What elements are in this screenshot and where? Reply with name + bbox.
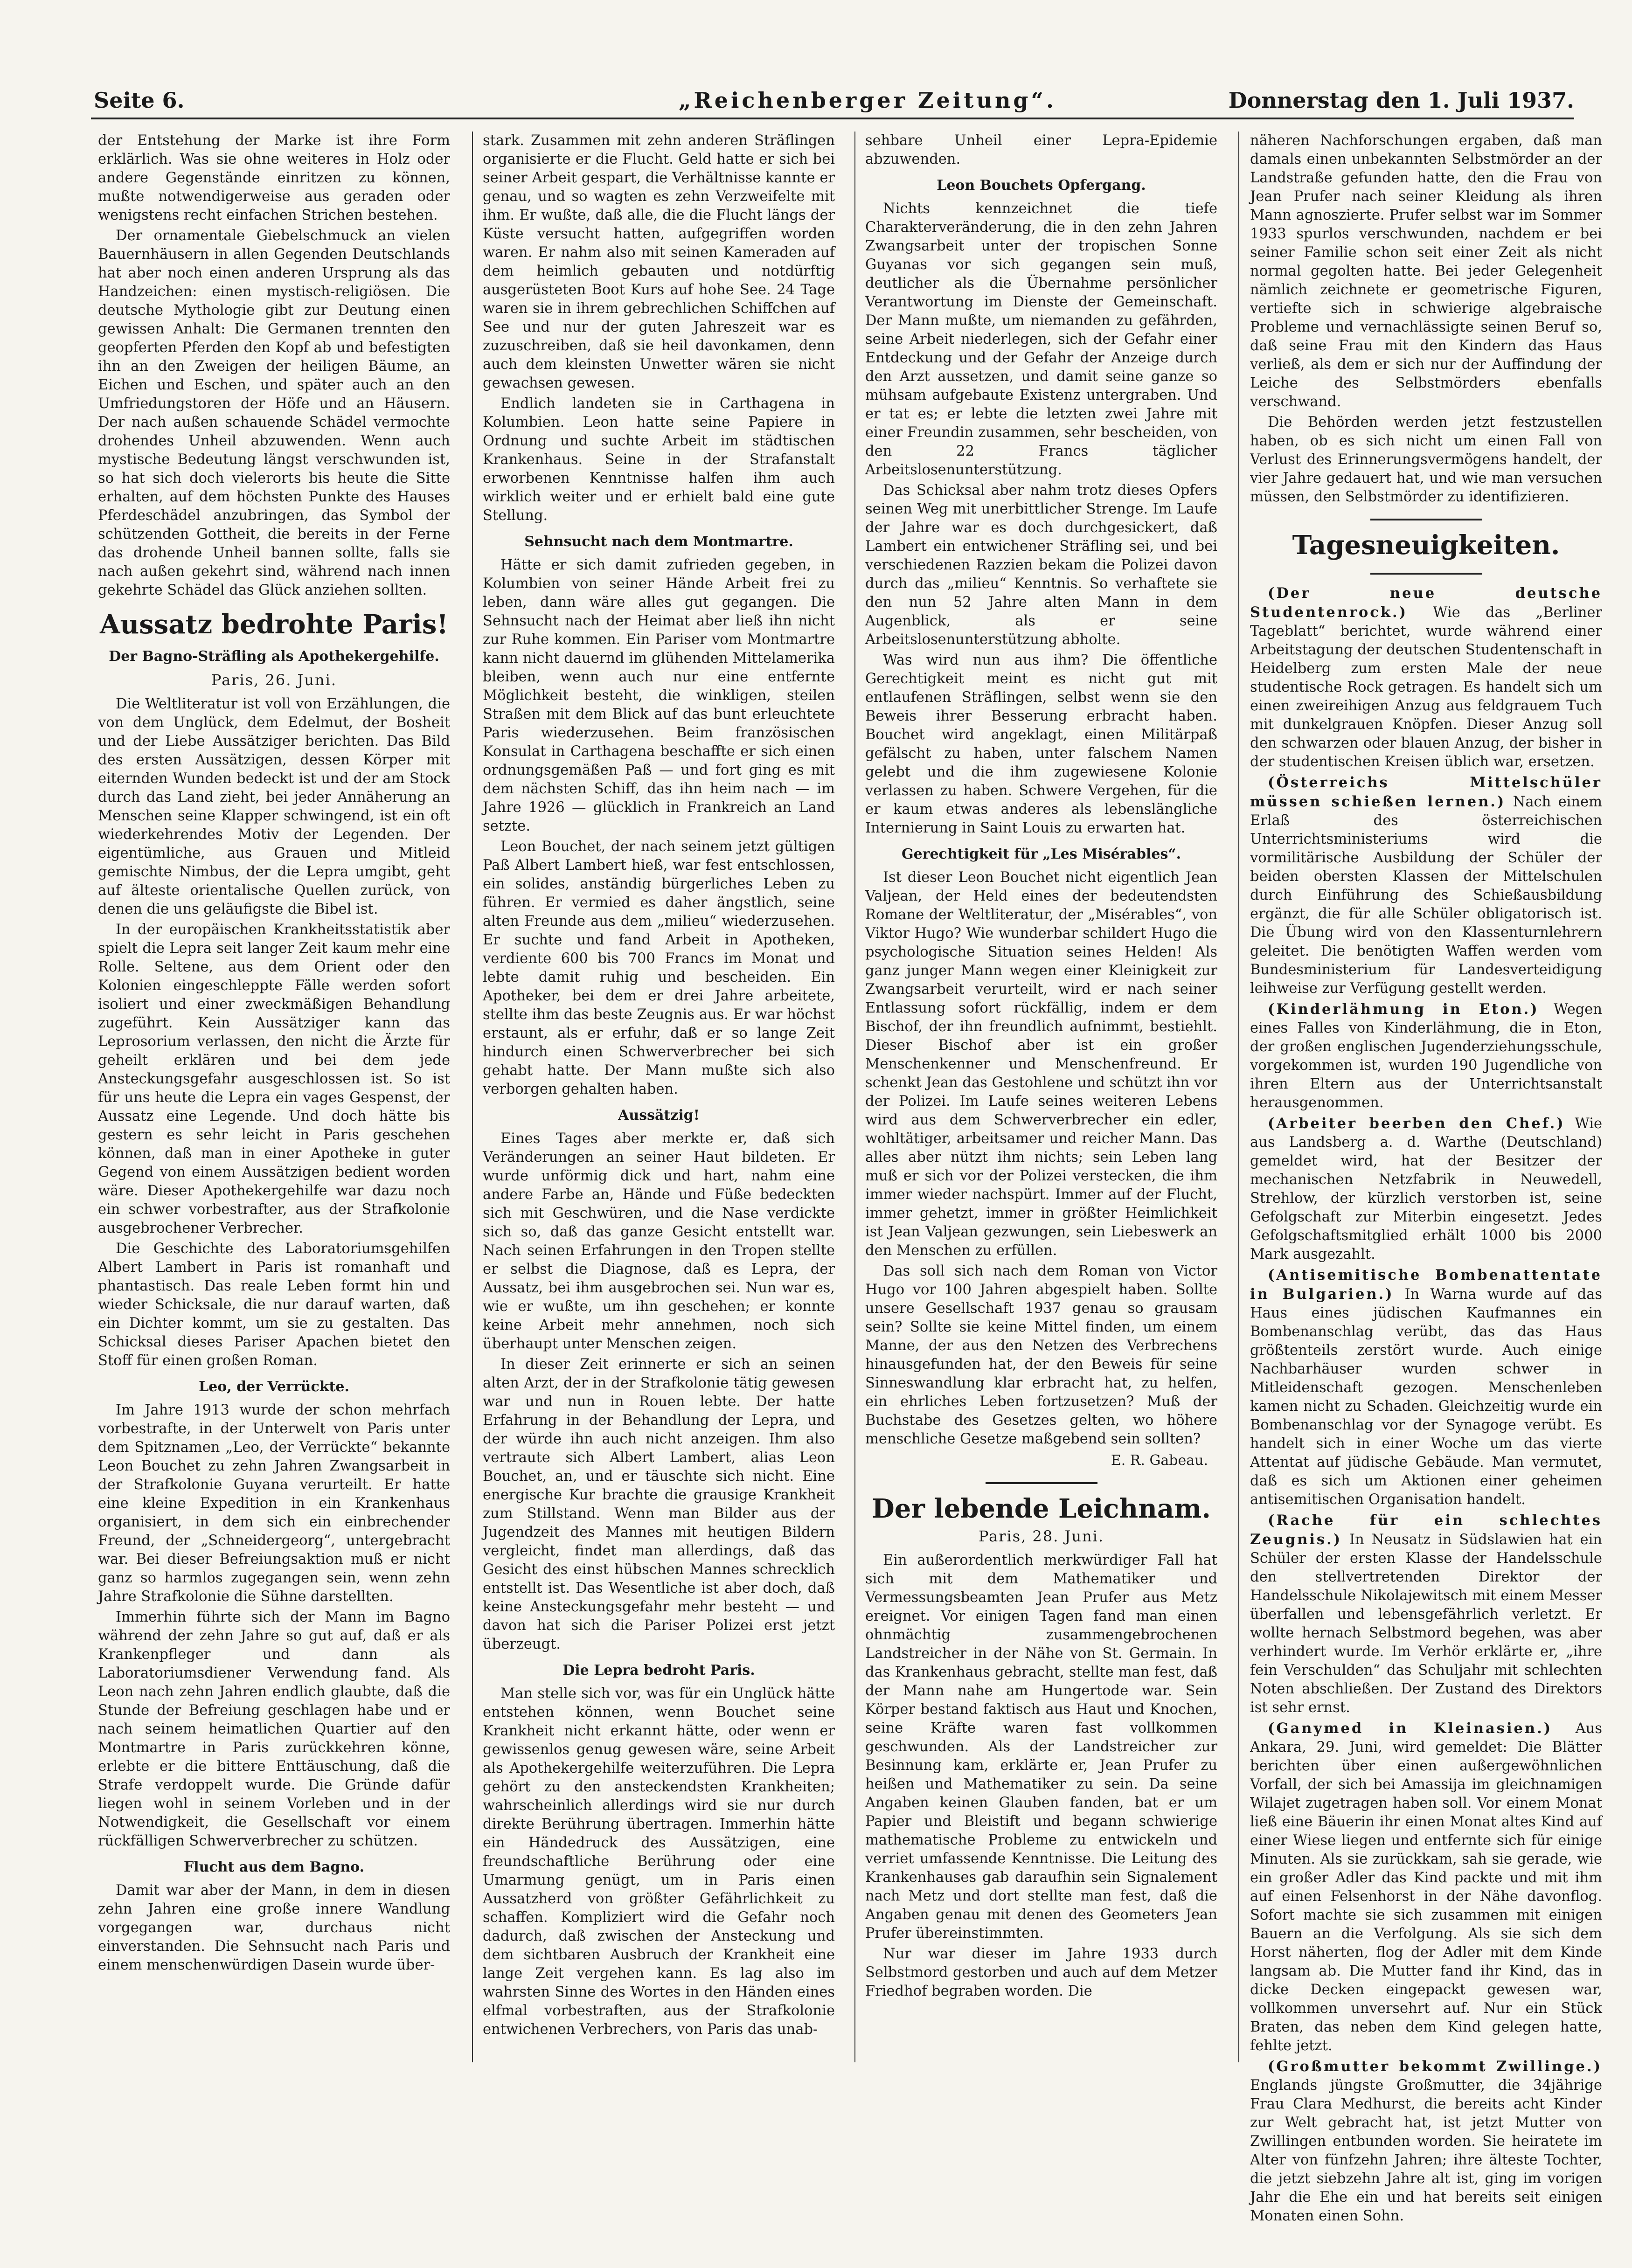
- news-item-lead: (Ganymed in Kleinasien.): [1268, 1720, 1553, 1737]
- news-item-lead: (Antisemitische Bombenattentate in Bulgarien.): [1250, 1267, 1602, 1303]
- paragraph: Ist dieser Leon Bouchet nicht eigentlich Jean Valjean, der Held eines der bedeutendsten Romane der Weltliteratur, der „Misérables“, von Viktor Hugo? Wie wunderbar schildert Hugo die psychologische Situation seines Helden! Als ganz junger Mann wegen einer Kleinigkeit zur Zwangsarbeit verurteilt, wird er nach seiner Entlassung sofort rückfällig, indem er dem Bischof, der ihn freundlich aufnimmt, bestiehlt. Dieser Bischof aber ist ein großer Menschenkenner und Menschenfreund. Er schenkt Jean das Gestohlene und schützt ihn vor der Polizei. Im Laufe seines weiteren Lebens wird aus dem Schwerverbrecher ein edler, wohltätiger, arbeitsamer und reicher Mann. Das alles aber nützt ihm nichts; sein Leben lang muß er sich vor der Polizei verstecken, die ihm immer wieder nachspürt. Immer auf der Flucht, immer gehetzt, immer in größter Heimlichkeit ist Jean Valjean gezwungen, sein Liebeswerk an den Menschen zu erfüllen.: [865, 869, 1217, 1259]
- news-item: [1250, 1719, 1602, 2055]
- paragraph: Das soll sich nach dem Roman von Victor Hugo vor 100 Jahren abgespielt haben. Sollte unsere Gesellschaft 1937 genau so grausam sein? Sollte sie keine Mittel finden, um einem Manne, der aus den Netzen des Verbrechens hinausgefunden hat, der den Beweis für seine Sinneswandlung klar erbracht hat, zu helfen, ein ehrliches Leben fortzusetzen? Muß der Buchstabe des Gesetzes gelten, wo höhere menschliche Gesetze maßgebend sein sollten?: [865, 1263, 1217, 1447]
- news-item-text: Nach einem Erlaß des österreichischen Unterrichtsministeriums wird die vormilitärische Ausbildung der Schüler der beiden obersten Klassen der Mittelschulen durch Einführung des Schießausbildung ergänzt, die für alle Schüler obligatorisch ist. Die Übung wird von den Klassenturnlehrern geleitet. Die benötigten Waffen werden vom Bundesministerium für Landesverteidigung leihweise zur Verfügung gestellt werden.: [1250, 794, 1602, 997]
- paragraph: der Entstehung der Marke ist ihre Form erklärlich. Was sie ohne weiteres in Holz oder andere Gegenstände einritzen zu können, mußte notwendigerweise aus geraden oder wenigstens recht einfachen Strichen bestehen.: [98, 132, 450, 223]
- section-headline: Tagesneuigkeiten.: [1292, 530, 1560, 561]
- paragraph: Die Behörden werden jetzt festzustellen haben, ob es sich nicht um einen Fall von Verlust des Erinnerungsvermögens handelt, der vier Jahre gedauert hat, und wie man versuchen müssen, den Selbstmörder zu identifizieren.: [1250, 414, 1602, 505]
- paragraph: Die Geschichte des Laboratoriumsgehilfen Albert Lambert in Paris ist romanhaft und phantastisch. Das reale Leben formt hin und wieder Schicksale, die nur darauf warten, daß ein Dichter kommt, um sie zu gestalten. Das Schicksal dieses Pariser Apachen bietet den Stoff für einen großen Roman.: [98, 1241, 450, 1369]
- paragraph: sehbare Unheil einer Lepra-Epidemie abzuwenden.: [865, 132, 1217, 167]
- news-item-lead: (Der neue deutsche Studentenrock.): [1250, 585, 1602, 621]
- news-item: [1250, 1114, 1602, 1264]
- section-separator: [1370, 519, 1482, 520]
- paragraph: Eines Tages aber merkte er, daß sich Veränderungen an seiner Haut bildeten. Er wurde unförmig dick und hart, nahm eine andere Farbe an, Hände und Füße bedeckten sich mit Geschwüren, und die Nase verdickte sich so, daß das ganze Gesicht entstellt war. Nach seinen Erfahrungen in den Tropen stellte er selbst die Diagnose, daß es Lepra, der Aussatz, bei ihm ausgebrochen sei. Nun war es, wie er wußte, um ihn geschehen; er konnte keine Arbeit mehr annehmen, noch sich überhaupt unter Menschen zeigen.: [483, 1131, 835, 1352]
- section-separator: [1370, 573, 1482, 575]
- news-item: [1250, 584, 1602, 771]
- paragraph: Ein außerordentlich merkwürdiger Fall hat sich mit dem Mathematiker und Vermessungsbeamten Jean Prufer aus Metz ereignet. Vor einigen Tagen fand man einen ohnmächtig zusammengebrochenen Landstreicher in der Nähe von St. Germain. In das Krankenhaus gebracht, stellte man fest, daß der Mann nahe am Hungertode war. Sein Körper bestand faktisch aus Haut und Knochen, seine Kräfte waren fast vollkommen geschwunden. Als der Landstreicher zur Besinnung kam, erklärte er, Jean Prufer zu heißen und Mathematiker zu sein. Da seine Angaben keinen Glauben fanden, bat er um Papier und Bleistift und begann schwierige mathematische Probleme zu entwickeln und verriet umfassende Kenntnisse. Die Leitung des Krankenhauses gab daraufhin sein Signalement nach Metz und dort stellte man fest, daß die Angaben genau mit denen des Geometers Jean Prufer übereinstimmten.: [865, 1552, 1217, 1942]
- paragraph: Die Weltliteratur ist voll von Erzählungen, die von dem Unglück, dem Edelmut, der Bosheit und der Liebe Aussätziger berichten. Das Bild des ersten Aussätzigen, dessen Körper mit eiternden Wunden bedeckt ist und der am Stock durch das Land zieht, bei jeder Annäherung an Menschen seine Klapper schwingend, ist ein oft wiederkehrendes Motiv der Legenden. Der eigentümliche, aus Grauen und Mitleid gemischte Nimbus, der die Lepra umgibt, geht auf älteste orientalische Quellen zurück, von denen die uns geläufigste die Bibel ist.: [98, 696, 450, 917]
- news-item: [1250, 1266, 1602, 1509]
- paragraph: stark. Zusammen mit zehn anderen Sträflingen organisierte er die Flucht. Geld hatte er sich bei seiner Arbeit gespart, die Verhältnisse kannte er genau, und so wagten es zehn Verzweifelte mit ihm. Er wußte, daß alle, die die Flucht längs der Küste versucht hatten, aufgegriffen worden waren. Er nahm also mit seinen Kameraden auf dem heimlich gebauten und notdürftig ausgerüsteten Boot Kurs auf hohe See. 24 Tage waren sie in ihrem gebrechlichen Schiffchen auf See und nur der guten Jahreszeit war es zuzuschreiben, daß sie heil davonkamen, denn auch dem kleinsten Unwetter wären sie nicht gewachsen gewesen.: [483, 132, 835, 391]
- article-subheadline: Der Bagno-Sträfling als Apothekergehilfe.: [109, 648, 439, 665]
- section-subheading: Die Lepra bedroht Paris.: [563, 1662, 755, 1678]
- dateline: Paris, 28. Juni.: [979, 1527, 1104, 1545]
- paragraph: In dieser Zeit erinnerte er sich an seinen alten Arzt, der in der Strafkolonie tätig gewesen war und nun in Rouen lebte. Der hatte Erfahrung in der Behandlung der Lepra, und der würde ihn auch nicht anzeigen. Ihm also vertraute sich Albert Lambert, alias Leon Bouchet, an, und er täuschte sich nicht. Eine energische Kur brachte die grausige Krankheit zum Stillstand. Wenn man Bilder aus der Jugendzeit des Mannes mit heutigen Bildern vergleicht, findet man allerdings, daß das Gesicht des einst hübschen Mannes schrecklich entstellt ist. Das Wesentliche ist aber doch, daß keine Ansteckungsgefahr mehr besteht — und davon hat sich die Pariser Polizei erst jetzt überzeugt.: [483, 1356, 835, 1652]
- news-item-text: Wie aus Landsberg a. d. Warthe (Deutschland) gemeldet wird, hat der Besitzer der mechanischen Netzfabrik in Neuwedell, Strehlow, der kürzlich verstorben ist, seine Gefolgschaft zur Miterbin eingesetzt. Jedes Gefolgschaftsmitglied erhält 1000 bis 2000 Mark ausgezahlt.: [1250, 1116, 1602, 1262]
- column-2: [483, 132, 835, 2062]
- news-item-lead: (Österreichs Mittelschüler müssen schießen lernen.): [1250, 774, 1602, 810]
- page-number: Seite 6.: [94, 88, 185, 113]
- author-signature: E. R. Gabeau.: [1111, 1452, 1208, 1469]
- section-subheading: Gerechtigkeit für „Les Misérables“.: [901, 846, 1181, 862]
- paragraph: Man stelle sich vor, was für ein Unglück hätte entstehen können, wenn Bouchet seine Krankheit nicht erkannt hätte, oder wenn er gewissenlos genug gewesen wäre, seine Arbeit als Apothekergehilfe weiterzuführen. Die Lepra gehört zu den ansteckendsten Krankheiten; wahrscheinlich allerdings wird sie nur durch direkte Berührung übertragen. Immerhin hätte ein Händedruck des Aussätzigen, eine freundschaftliche Berührung oder eine Umarmung genügt, um in Paris einen Aussatzherd von größter Gefährlichkeit zu schaffen. Kompliziert wird die Gefahr noch dadurch, daß zwischen der Ansteckung und dem sichtbaren Ausbruch der Krankheit eine lange Zeit vergehen kann. Es lag also im wahrsten Sinne des Wortes in den Händen eines elfmal vorbestraften, aus der Strafkolonie entwichenen Verbrechers, von Paris das unab-: [483, 1685, 835, 2038]
- paragraph: Das Schicksal aber nahm trotz dieses Opfers seinen Weg mit unerbittlicher Strenge. Im Laufe der Jahre war es doch durchgesickert, daß Lambert ein entwichener Sträfling sei, und bei verschiedenen Razzien bekam die Polizei davon durch das „milieu“ Kenntnis. So verhaftete sie den nun 52 Jahre alten Mann in dem Augenblick, als er seine Arbeitslosenunterstützung abholte.: [865, 482, 1217, 648]
- section-subheading: Leon Bouchets Opfergang.: [937, 177, 1146, 194]
- paragraph: Leon Bouchet, der nach seinem jetzt gültigen Paß Albert Lambert hieß, war fest entschlossen, ein solides, anständig bürgerliches Leben zu führen. Er vermied es daher ängstlich, seine alten Freunde aus dem „milieu“ wiederzusehen. Er suchte und fand Arbeit in Apotheken, verdiente 600 bis 700 Francs im Monat und lebte damit ruhig und bescheiden. Ein Apotheker, bei dem er drei Jahre arbeitete, stellte ihm das beste Zeugnis aus. Er war höchst erstaunt, als er erfuhr, daß er so lange Zeit hindurch einen Schwerverbrecher bei sich gehabt hatte. Der Mann mußte sich also verborgen gehalten haben.: [483, 839, 835, 1097]
- newspaper-title: „Reichenberger Zeitung“.: [679, 88, 1057, 113]
- paragraph: Was wird nun aus ihm? Die öffentliche Gerechtigkeit meint es nicht gut mit entlaufenen Sträflingen, selbst wenn sie den Beweis ihrer Besserung erbracht haben. Bouchet wird angeklagt, einen Militärpaß gefälscht zu haben, unter falschem Namen gelebt und die ihm zugewiesene Kolonie verlassen zu haben. Schwere Vergehen, für die er kaum etwas anderes als lebenslängliche Internierung in Saint Louis zu erwarten hat.: [865, 652, 1217, 836]
- news-item-lead: (Rache für ein schlechtes Zeugnis.): [1250, 1512, 1602, 1548]
- news-item: [1250, 2057, 1602, 2226]
- column-1: [98, 132, 450, 2062]
- paragraph: Im Jahre 1913 wurde der schon mehrfach vorbestrafte, in der Unterwelt von Paris unter dem Spitznamen „Leo, der Verrückte“ bekannte Leon Bouchet zu zehn Jahren Zwangsarbeit in der Strafkolonie Guyana verurteilt. Er hatte eine kleine Expedition in ein Krankenhaus organisiert, in dem sich ein einbrechender Freund, der „Schneidergeorg“, untergebracht war. Bei dieser Befreiungsaktion muß er nicht ganz so harmlos zugegangen sein, wenn zehn Jahre Strafkolonie die Sühne darstellten.: [98, 1402, 450, 1605]
- section-subheading: Flucht aus dem Bagno.: [183, 1859, 365, 1875]
- paragraph: Hätte er sich damit zufrieden gegeben, in Kolumbien von seiner Hände Arbeit frei zu leben, dann wäre alles gut gegangen. Die Sehnsucht nach der Heimat aber ließ ihn nicht zur Ruhe kommen. Ein Pariser vom Montmartre kann nicht dauernd im glühenden Mittelamerika bleiben, wenn auch nur eine entfernte Möglichkeit besteht, die winkligen, steilen Straßen mit dem Blick auf das bunt erleuchtete Paris wiederzusehen. Beim französischen Konsulat in Carthagena beschaffte er sich einen ordnungsgemäßen Paß — und fort ging es mit dem nächsten Schiff, das ihn heim nach — im Jahre 1926 — glücklich in Frankreich an Land setzte.: [483, 557, 835, 834]
- news-item: [1250, 1000, 1602, 1112]
- paragraph: näheren Nachforschungen ergaben, daß man damals einen unbekannten Selbstmörder an der Landstraße gefunden hatte, den die Frau von Jean Prufer nach seiner Kleidung als ihren Mann agnoszierte. Prufer selbst war im Sommer 1933 spurlos verschwunden, nachdem er bei seiner Familie schon seit einer Zeit als nicht normal gegolten hatte. Bei jeder Gelegenheit nämlich zeichnete er geometrische Figuren, vertiefte sich in schwierige algebraische Probleme und vernachlässigte seinen Beruf so, daß seine Frau mit den Kindern das Haus verließ, als dem er sich nur der Auffindung der Leiche des Selbstmörders ebenfalls verschwand.: [1250, 132, 1602, 410]
- column-rule: [1238, 132, 1239, 2062]
- news-item-text: Aus Ankara, 29. Juni, wird gemeldet: Die Blätter berichten über einen außergewöhnlichen Vorfall, der sich bei Amassija im gleichnamigen Wilajet zugetragen haben soll. Vor einem Monat ließ eine Bäuerin ihr einen Monat altes Kind auf einer Wiese liegen und entfernte sich für einige Minuten. Als sie zurückkam, sah sie gerade, wie ein großer Adler das Kind packte und mit ihm auf einen Felsenhorst in der Nähe davonflog. Sofort machte sie sich zusammen mit einigen Bauern an die Verfolgung. Als sie sich dem Horst näherten, flog der Adler mit dem Kinde langsam ab. Die Mutter fand ihr Kind, das in dicke Decken eingepackt gewesen war, vollkommen unversehrt auf. Nur ein Stück Braten, das neben dem Kind gelegen hatte, fehlte jetzt.: [1250, 1720, 1602, 2054]
- column-rule: [854, 132, 855, 2062]
- section-subheading: Sehnsucht nach dem Montmartre.: [524, 534, 793, 550]
- news-item: [1250, 773, 1602, 998]
- paragraph: Immerhin führte sich der Mann im Bagno während der zehn Jahre so gut auf, daß er als Krankenpfleger und dann als Laboratoriumsdiener Verwendung fand. Als Leon nach zehn Jahren endlich glaubte, daß die Stunde der Befreiung geschlagen habe und er nach seinem heimatlichen Quartier auf den Montmartre in Paris zurückkehren könne, erlebte er die bittere Enttäuschung, daß die Strafe verdoppelt wurde. Die Gründe dafür liegen wohl in seinem Vorleben und in der Notwendigkeit, die Gesellschaft vor einem rückfälligen Schwerverbrecher zu schützen.: [98, 1609, 450, 1849]
- issue-date: Donnerstag den 1. Juli 1937.: [1228, 88, 1574, 113]
- news-item-lead: (Großmutter bekommt Zwillinge.): [1268, 2058, 1602, 2075]
- paragraph: In der europäischen Krankheitsstatistik aber spielt die Lepra seit langer Zeit kaum mehr eine Rolle. Seltene, aus dem Orient oder den Kolonien eingeschleppte Fälle werden sofort isoliert und einer zweckmäßigen Behandlung zugeführt. Kein Aussätziger kann das Leprosorium verlassen, den nicht die Ärzte für geheilt erklären und bei dem jede Ansteckungsgefahr ausgeschlossen ist. So ist für uns heute die Lepra ein vages Gespenst, der Aussatz eine Legende. Und doch hätte bis gestern es sehr leicht in Paris geschehen können, daß man in einer Apotheke in guter Gegend von einem Aussätzigen bedient worden wäre. Dieser Apothekergehilfe war dazu noch ein schwer vorbestrafter, aus der Strafkolonie ausgebrochener Verbrecher.: [98, 922, 450, 1236]
- column-3: [865, 132, 1217, 2062]
- paragraph: Nur war dieser im Jahre 1933 durch Selbstmord gestorben und auch auf dem Metzer Friedhof begraben worden. Die: [865, 1946, 1217, 1999]
- paragraph: Endlich landeten sie in Carthagena in Kolumbien. Leon hatte seine Papiere in Ordnung und suchte Arbeit im städtischen Krankenhaus. Seine in der Strafanstalt erworbenen Kenntnisse halfen ihm auch wirklich weiter und er erhielt bald eine gute Stellung.: [483, 395, 835, 524]
- news-item-lead: (Kinderlähmung in Eton.): [1268, 1001, 1539, 1018]
- article-headline: Aussatz bedrohte Paris!: [100, 609, 448, 640]
- article-separator: [986, 1482, 1097, 1484]
- news-item: [1250, 1511, 1602, 1717]
- column-4: [1250, 132, 1603, 2224]
- news-item-text: In Warna wurde auf das Haus eines jüdischen Kaufmannes ein Bombenanschlag verübt, das das Haus größtenteils zerstört wurde. Auch einige Nachbarhäuser wurden schwer in Mitleidenschaft gezogen. Menschenleben kamen nicht zu Schaden. Gleichzeitig wurde ein Bombenanschlag vor der Synagoge verübt. Es handelt sich in einer Woche um das vierte Attentat auf jüdische Gebäude. Man vermutet, daß es sich um Aktionen einer geheimen antisemitischen Organisation handelt.: [1250, 1286, 1603, 1508]
- section-subheading: Aussätzig!: [618, 1107, 700, 1124]
- paragraph: Nichts kennzeichnet die tiefe Charakterveränderung, die in den zehn Jahren Zwangsarbeit unter der tropischen Sonne Guyanas vor sich gegangen sein muß, deutlicher als die Übernahme persönlicher Verantwortung im Dienste der Gemeinschaft. Der Mann mußte, um niemanden zu gefährden, seine Arbeit niederlegen, sich der Gefahr einer Entdeckung und der Gefahr der Anzeige durch den Arzt aussetzen, und damit seine ganze so mühsam aufgebaute Existenz untergraben. Und er tat es; er lebte die letzten zwei Jahre mit einer Freundin zusammen, sehr bescheiden, von den 22 Francs täglicher Arbeitslosenunterstützung.: [865, 201, 1217, 478]
- section-subheading: Leo, der Verrückte.: [199, 1379, 349, 1395]
- page-header: [91, 85, 1574, 119]
- news-item-text: Englands jüngste Großmutter, die 34jährige Frau Clara Medhurst, die bereits acht Kinder zur Welt gebracht hat, ist jetzt Mutter von Zwillingen entbunden worden. Sie heiratete im Alter von fünfzehn Jahren; ihre älteste Tochter, die jetzt siebzehn Jahre alt ist, ging im vorigen Jahr die Ehe ein und hat bereits seit einigen Monaten einen Sohn.: [1250, 2077, 1602, 2224]
- dateline: Paris, 26. Juni.: [211, 671, 337, 689]
- column-rule: [472, 132, 473, 2062]
- news-item-text: In Neusatz in Südslawien hat ein Schüler der ersten Klasse der Handelsschule den stellvertretenden Direktor der Handelsschule Nikolajewitsch mit einem Messer überfallen und lebensgefährlich verletzt. Er wollte hernach Selbstmord begehen, was aber verhindert wurde. Im Verhör erklärte er, „ihre fein Verschulden“ das Schuljahr mit schlechten Noten abschließen. Der Zustand des Direktors ist sehr ernst.: [1250, 1532, 1602, 1716]
- paragraph: Der ornamentale Giebelschmuck an vielen Bauernhäusern in allen Gegenden Deutschlands hat aber noch einen anderen Ursprung als das Handzeichen: einen mystisch-religiösen. Die deutsche Mythologie gibt zur Deutung einen gewissen Anhalt: Die Germanen trennten den geopferten Pferden den Kopf ab und befestigten ihn an den Zweigen der heiligen Bäume, an Eichen und Eschen, und später auch an den Umfriedungstoren der Höfe und an Häusern. Der nach außen schauende Schädel vermochte drohendes Unheil abzuwenden. Wenn auch mystische Bedeutung längst verschwunden ist, so hat sich doch vielerorts bis heute die Sitte erhalten, auf dem höchsten Punkte des Hauses Pferdeschädel anzubringen, das Symbol der schützenden Gottheit, die bereits in der Ferne das drohende Unheil bannen sollte, falls sie nach außen gekehrt sind, während nach innen gekehrte Schädel das Glück anziehen sollten.: [98, 228, 450, 598]
- paragraph: Damit war aber der Mann, in dem in diesen zehn Jahren eine große innere Wandlung vorgegangen war, durchaus nicht einverstanden. Die Sehnsucht nach Paris und einem menschenwürdigen Dasein wurde über-: [98, 1882, 450, 1973]
- article-headline: Der lebende Leichnam.: [872, 1493, 1211, 1524]
- news-item-text: Wegen eines Falles von Kinderlähmung, die in Eton, der großen englischen Jugenderziehungsschule, vorgekommen ist, wurden 190 Jugendliche von ihren Eltern aus der Unterrichtsanstalt herausgenommen.: [1250, 1001, 1602, 1111]
- news-item-text: Wie das „Berliner Tageblatt“ berichtet, wurde während einer Arbeitstagung der deutschen Studentenschaft in Heidelberg zum ersten Male der neue studentische Rock getragen. Es handelt sich um einen zweireihigen Anzug aus feldgrauem Tuch mit dunkelgrauen Knöpfen. Dieser Anzug soll den schwarzen oder blauen Anzug, der bisher in der studentischen Kreisen üblich war, ersetzen.: [1250, 604, 1602, 770]
- news-item-lead: (Arbeiter beerben den Chef.): [1268, 1115, 1565, 1132]
